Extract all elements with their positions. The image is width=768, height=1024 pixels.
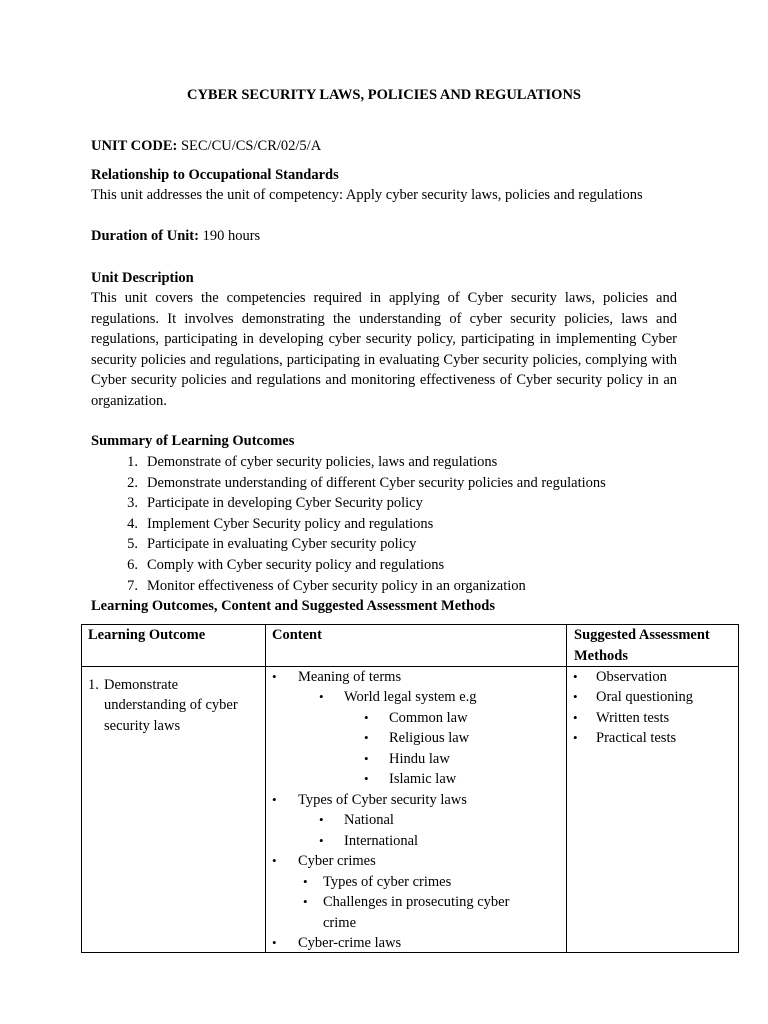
content-item: World legal system e.g (344, 689, 477, 706)
content-item: Meaning of terms (298, 669, 402, 686)
bullet-icon: • (272, 853, 277, 869)
summary-heading: Summary of Learning Outcomes (91, 433, 295, 449)
list-item: 6. Comply with Cyber security policy and regulations (127, 556, 445, 573)
unit-code-value: SEC/CU/CS/CR/02/5/A (177, 138, 322, 154)
content-item: crime (323, 915, 357, 932)
table-heading: Learning Outcomes, Content and Suggested Assessment Methods (91, 598, 496, 614)
list-item: 4. Implement Cyber Security policy and regulations (127, 515, 434, 532)
outcome-line: understanding of cyber (104, 697, 238, 714)
page-title: CYBER SECURITY LAWS, POLICIES AND REGULATIONS (186, 87, 581, 103)
learning-outcomes-table (81, 624, 739, 953)
outcome-line: Demonstrate (104, 677, 179, 694)
content-item: National (344, 812, 394, 829)
content-item: Islamic law (389, 771, 457, 788)
unit-code (91, 136, 677, 157)
bullet-icon: • (272, 792, 277, 808)
duration (91, 226, 677, 247)
list-item: 2. Demonstrate understanding of different Cyber security policies and regulations (127, 474, 606, 491)
table-header-row (82, 625, 739, 667)
outcome-number: 1. (88, 677, 99, 694)
assessment-item: Practical tests (596, 730, 677, 747)
bullet-icon: • (319, 833, 324, 849)
header-content: Content (266, 625, 567, 667)
content-item: Cyber crimes (298, 853, 376, 870)
description-text: This unit covers the competencies required in applying of Cyber security laws, policies and regulations. It involves demonstrating the understanding of cyber security policies, laws and regulations, participating in developing cyber security policy, participating in implementing Cyber security policies and regulations, participating in evaluating Cyber security policies, complying with Cyber security policies and regulations and monitoring effectiveness of Cyber security policy in an organization. (91, 290, 677, 409)
duration-value: 190 hours (198, 228, 261, 244)
list-item: 3. Participate in developing Cyber Security policy (127, 495, 423, 512)
content-item: Challenges in prosecuting cyber (323, 894, 510, 911)
content-cell (266, 667, 567, 953)
header-learning-outcome: Learning Outcome (82, 625, 266, 667)
assessment-item: Written tests (596, 710, 670, 727)
bullet-icon: • (573, 730, 578, 746)
content-item: Cyber-crime laws (298, 935, 402, 952)
bullet-icon: • (573, 669, 578, 685)
content-item: International (344, 833, 419, 850)
list-item: 1. Demonstrate of cyber security policies, laws and regulations (127, 454, 498, 470)
content-item: Hindu law (389, 751, 450, 768)
duration-label: Duration of Unit: (91, 228, 199, 244)
list-item: 5. Participate in evaluating Cyber security policy (127, 536, 417, 553)
bullet-icon: • (303, 894, 308, 910)
bullet-icon: • (364, 771, 369, 787)
bullet-icon: • (303, 874, 308, 890)
assessment-item: Observation (596, 669, 667, 686)
table-row (82, 667, 739, 953)
description-heading: Unit Description (91, 270, 194, 286)
content-item: Religious law (389, 730, 470, 747)
outcome-line: security laws (104, 718, 181, 735)
bullet-icon: • (319, 812, 324, 828)
relationship-heading: Relationship to Occupational Standards (91, 167, 339, 183)
unit-code-label: UNIT CODE: (91, 138, 178, 154)
bullet-icon: • (364, 710, 369, 726)
content-item: Types of cyber crimes (323, 874, 452, 891)
outcome-cell (82, 667, 266, 953)
relationship-text: This unit addresses the unit of competency: Apply cyber security laws, policies and regulations (91, 187, 643, 203)
assessment-cell (567, 667, 739, 953)
bullet-icon: • (364, 730, 369, 746)
content-item: Types of Cyber security laws (298, 792, 467, 809)
list-item: 7. Monitor effectiveness of Cyber security policy in an organization (127, 577, 526, 594)
assessment-item: Oral questioning (596, 689, 694, 706)
bullet-icon: • (272, 935, 277, 951)
bullet-icon: • (573, 689, 578, 705)
header-assessment: Suggested Assessment Methods (567, 625, 739, 667)
bullet-icon: • (573, 710, 578, 726)
content-item: Common law (389, 710, 468, 727)
bullet-icon: • (272, 669, 277, 685)
bullet-icon: • (319, 689, 324, 705)
summary-list (91, 452, 677, 596)
bullet-icon: • (364, 751, 369, 767)
